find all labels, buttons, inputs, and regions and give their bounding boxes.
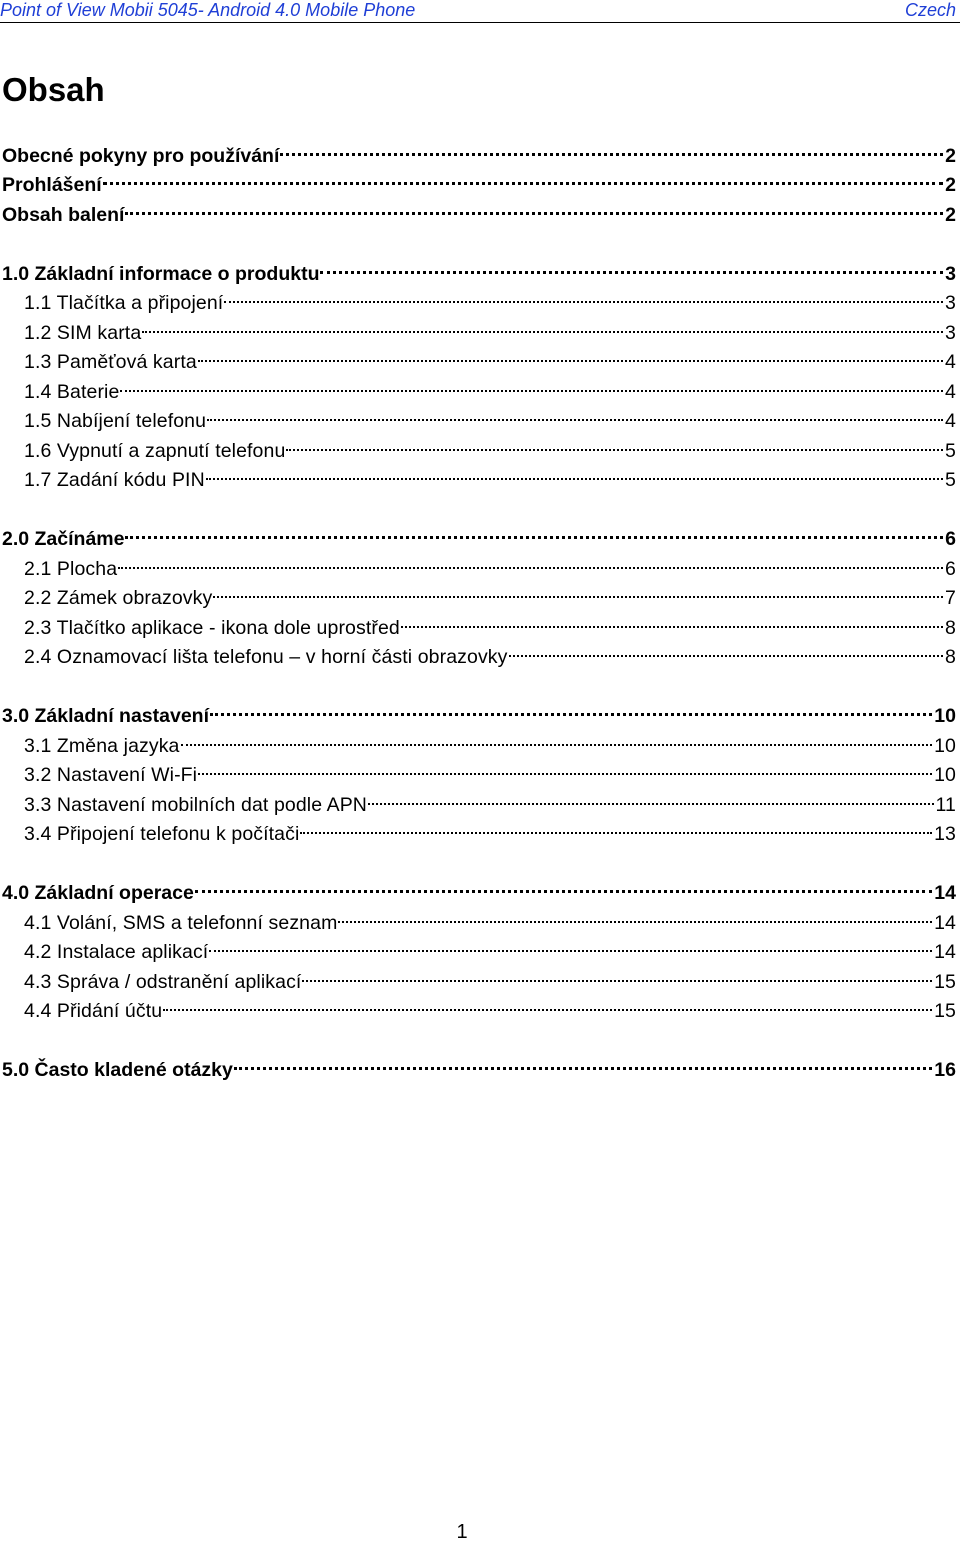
toc-entry-page: 2	[945, 203, 956, 226]
toc-dot-leader	[181, 722, 933, 752]
toc-entry-page: 10	[934, 705, 956, 727]
toc-entry-title: 1.7 Zadání kódu PIN	[24, 469, 205, 491]
toc-group	[0, 870, 960, 1022]
toc-entry-title: 4.4 Přidání účtu	[24, 1000, 163, 1022]
toc-chapter-entry[interactable]	[0, 162, 960, 196]
toc-entry-page: 4	[945, 380, 956, 403]
toc-entry-page: 15	[934, 1000, 956, 1022]
toc-dot-leader	[118, 545, 943, 575]
toc-entry-title: 1.2 SIM karta	[24, 321, 142, 344]
toc-chapter-entry[interactable]	[0, 1047, 960, 1081]
toc-chapter-entry[interactable]	[0, 693, 960, 727]
page-header	[0, 0, 960, 23]
toc-entry-title: 3.2 Nastavení Wi-Fi	[24, 764, 198, 786]
toc-dot-leader	[234, 1047, 932, 1077]
toc-dot-leader	[103, 162, 943, 192]
toc-entry-page: 10	[934, 764, 956, 786]
toc-section-entry[interactable]	[0, 339, 960, 373]
toc-dot-leader	[195, 870, 932, 900]
toc-chapter-entry[interactable]	[0, 516, 960, 550]
toc-entry-title: 1.1 Tlačítka a připojení	[24, 292, 224, 314]
toc-entry-title: 3.0 Základní nastavení	[2, 705, 210, 727]
toc-entry-title: 2.1 Plocha	[24, 557, 118, 580]
toc-entry-title: 2.2 Zámek obrazovky	[24, 587, 213, 609]
toc-entry-page: 5	[945, 469, 956, 491]
toc-entry-page: 4	[945, 351, 956, 373]
toc-dot-leader	[509, 634, 944, 664]
toc-entry-title: Obsah balení	[2, 203, 125, 226]
toc-dot-leader	[142, 309, 943, 339]
header-document-title: Point of View Mobii 5045- Android 4.0 Mobile Phone	[0, 0, 416, 20]
toc-entry-page: 15	[934, 970, 956, 993]
toc-entry-page: 14	[934, 911, 956, 934]
toc-entry-title: Prohlášení	[2, 174, 102, 196]
toc-entry-page: 11	[935, 793, 956, 816]
toc-entry-title: Obecné pokyny pro používání	[2, 144, 280, 167]
toc-entry-page: 8	[945, 646, 956, 668]
toc-entry-page: 3	[945, 292, 956, 314]
toc-entry-page: 2	[945, 144, 956, 167]
toc-dot-leader	[320, 250, 943, 280]
toc-chapter-entry[interactable]	[0, 870, 960, 904]
page-number: 1	[456, 1521, 468, 1543]
toc-dot-leader	[209, 929, 932, 959]
toc-section-entry[interactable]	[0, 545, 960, 580]
toc-chapter-entry[interactable]	[0, 132, 960, 167]
toc-entry-page: 3	[945, 321, 956, 344]
toc-entry-page: 6	[945, 528, 956, 550]
toc-entry-title: 2.3 Tlačítko aplikace - ikona dole uprostřed	[24, 616, 400, 639]
toc-entry-page: 8	[945, 616, 956, 639]
toc-entry-page: 16	[934, 1059, 956, 1081]
toc-entry-title: 4.0 Základní operace	[2, 882, 194, 904]
toc-entry-title: 4.3 Správa / odstranění aplikací	[24, 970, 302, 993]
toc-dot-leader	[163, 988, 932, 1018]
toc-entry-title: 3.1 Změna jazyka	[24, 734, 180, 757]
toc-dot-leader	[300, 811, 932, 841]
toc-section-entry[interactable]	[0, 309, 960, 344]
toc-chapter-entry[interactable]	[0, 191, 960, 226]
toc-dot-leader	[338, 899, 932, 929]
toc-entry-page: 6	[945, 557, 956, 580]
toc-entry-page: 14	[934, 941, 956, 963]
toc-dot-leader	[210, 693, 932, 723]
toc-entry-page: 7	[945, 587, 956, 609]
toc-entry-page: 2	[945, 174, 956, 196]
toc-entry-title: 3.4 Připojení telefonu k počítači	[24, 823, 300, 845]
toc-entry-page: 10	[934, 734, 956, 757]
toc-dot-leader	[213, 575, 943, 605]
toc-entry-title: 4.1 Volání, SMS a telefonní seznam	[24, 911, 338, 934]
toc-chapter-entry[interactable]	[0, 250, 960, 285]
toc-group	[0, 250, 960, 491]
toc-section-entry[interactable]	[0, 398, 960, 432]
toc-group	[0, 516, 960, 668]
toc-entry-title: 1.6 Vypnutí a zapnutí telefonu	[24, 439, 286, 462]
toc-entry-page: 14	[934, 882, 956, 904]
toc-entry-title: 2.4 Oznamovací lišta telefonu – v horní části obrazovky	[24, 646, 508, 668]
toc-title: Obsah	[2, 71, 105, 108]
toc-entry-title: 2.0 Začínáme	[2, 528, 125, 550]
toc-section-entry[interactable]	[0, 368, 960, 403]
toc-entry-title: 4.2 Instalace aplikací	[24, 941, 209, 963]
toc-dot-leader	[198, 339, 943, 369]
toc-dot-leader	[224, 280, 943, 310]
toc-group	[0, 693, 960, 845]
table-of-contents	[0, 132, 960, 1081]
header-language: Czech	[904, 0, 956, 20]
toc-entry-page: 13	[934, 823, 956, 845]
toc-entry-title: 1.3 Paměťová karta	[24, 351, 197, 373]
toc-dot-leader	[120, 368, 943, 398]
toc-entry-title: 1.0 Základní informace o produktu	[2, 262, 320, 285]
toc-group	[0, 1047, 960, 1081]
toc-dot-leader	[125, 516, 943, 546]
toc-entry-page: 3	[945, 262, 956, 285]
toc-dot-leader	[207, 398, 943, 428]
toc-entry-title: 1.4 Baterie	[24, 380, 120, 403]
toc-dot-leader	[401, 604, 943, 634]
toc-dot-leader	[302, 958, 932, 988]
toc-dot-leader	[125, 191, 943, 221]
toc-dot-leader	[198, 752, 932, 782]
toc-entry-title: 3.3 Nastavení mobilních dat podle APN	[24, 793, 367, 816]
toc-entry-page: 4	[945, 410, 956, 432]
toc-group	[0, 132, 960, 226]
toc-entry-title: 5.0 Často kladené otázky	[2, 1059, 233, 1081]
toc-entry-title: 1.5 Nabíjení telefonu	[24, 410, 207, 432]
toc-dot-leader	[368, 781, 934, 811]
toc-dot-leader	[206, 457, 943, 487]
toc-section-entry[interactable]	[0, 575, 960, 609]
toc-dot-leader	[286, 427, 943, 457]
toc-dot-leader	[280, 132, 943, 162]
toc-entry-page: 5	[945, 439, 956, 462]
